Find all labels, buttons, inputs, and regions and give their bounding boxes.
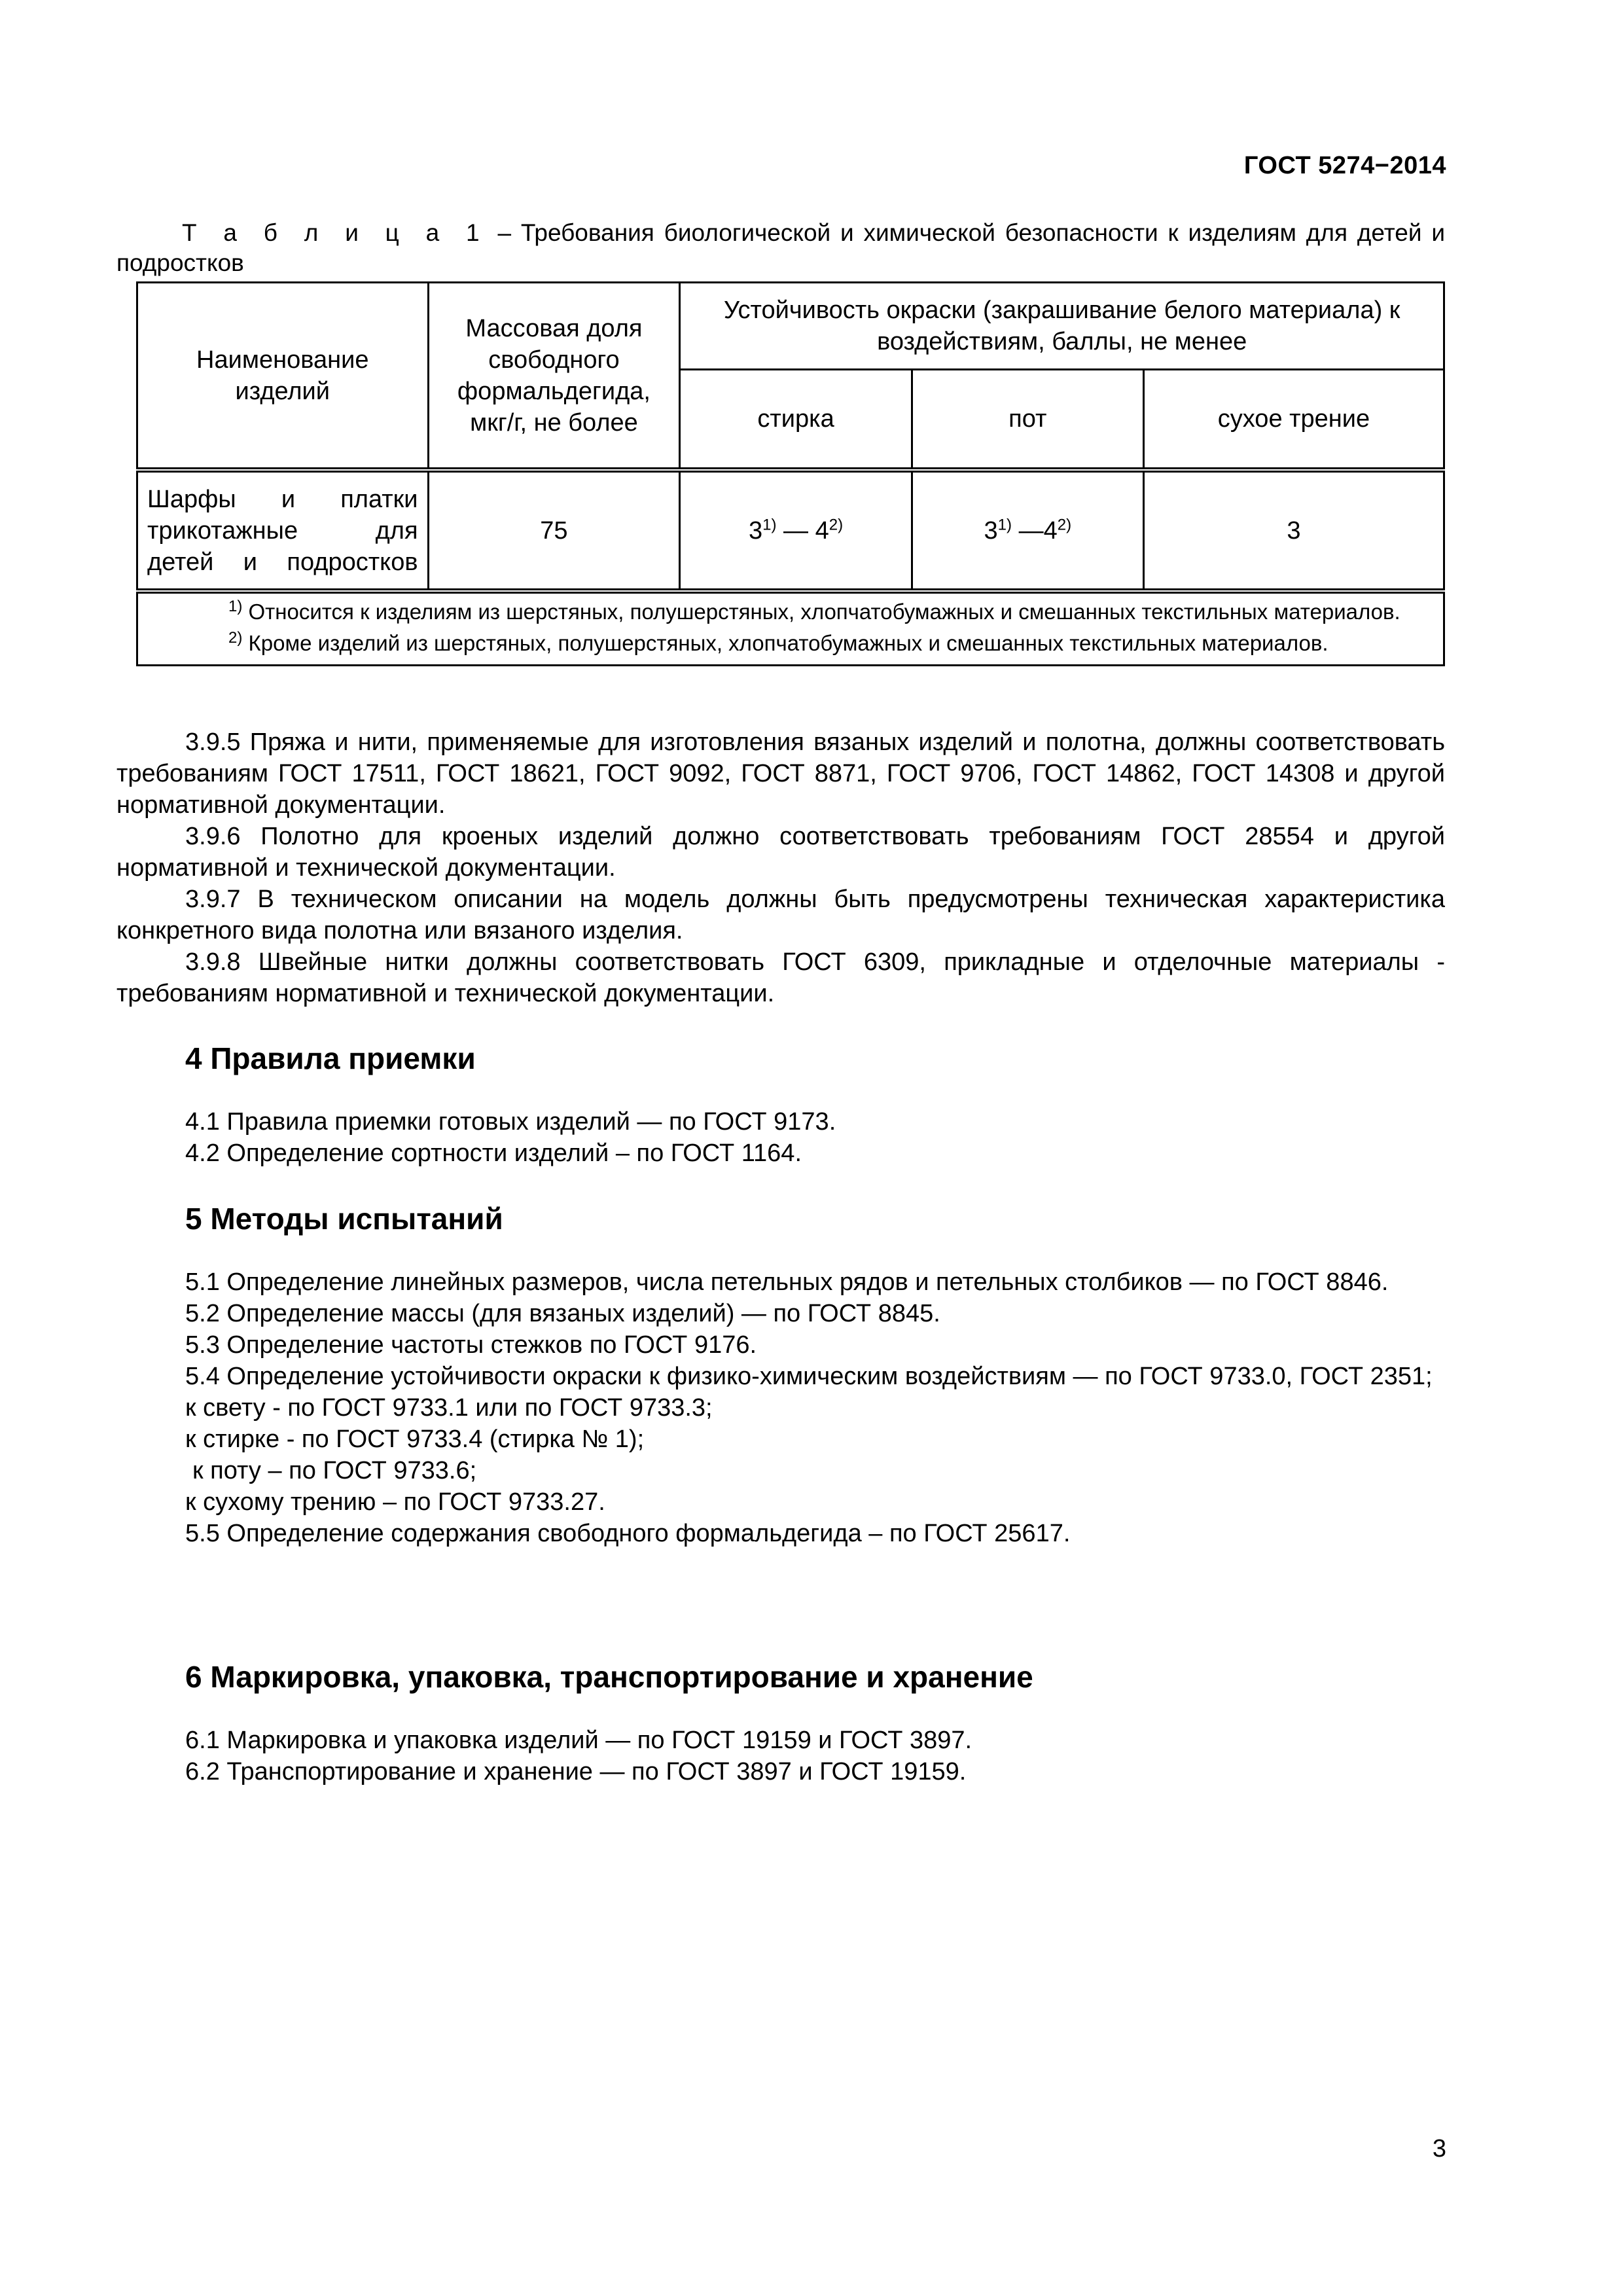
sweat-value-a: 3 xyxy=(984,516,998,545)
standard-code: ГОСТ 5274−2014 xyxy=(1243,152,1446,179)
table-caption-text: – Требования биологической и химической безопасности к изделиям для детей и подростков xyxy=(116,219,1445,276)
paragraph-5-5: 5.5 Определение содержания свободного формальдегида – по ГОСТ 25617. xyxy=(185,1520,1071,1547)
sweat-sup-b: 2) xyxy=(1057,515,1072,533)
col-header-fastness: Устойчивость окраски (закрашивание белого материала) к воздействиям, баллы, не менее xyxy=(680,283,1444,370)
wash-sup-a: 1) xyxy=(762,515,777,533)
table-note-2 xyxy=(150,628,1431,659)
cell-product-name: Шарфы и платки трикотажные для детей и подростков xyxy=(137,470,429,591)
section-4-title: 4 Правила приемки xyxy=(185,1041,476,1075)
section-3-paragraphs xyxy=(116,726,1445,1009)
paragraph-5-1: 5.1 Определение линейных размеров, числа петельных рядов и петельных столбиков — по ГОСТ 8846. xyxy=(185,1268,1389,1296)
table-note-1 xyxy=(150,596,1431,628)
cell-mass: 75 xyxy=(428,470,680,591)
table-notes-row xyxy=(137,591,1444,666)
paragraph-3-9-5: 3.9.5 Пряжа и нити, применяемые для изготовления вязаных изделий и полотна, должны соответствовать требованиям ГОСТ 17511, ГОСТ 18621, ГОСТ 9092, ГОСТ 8871, ГОСТ 9706, ГОСТ 14862, ГОСТ 14308 и другой нормативной документации. xyxy=(116,728,1445,819)
item-wash: к стирке - по ГОСТ 9733.4 (стирка № 1); xyxy=(185,1426,645,1453)
paragraph-4-2: 4.2 Определение сортности изделий – по ГОСТ 1164. xyxy=(185,1139,802,1167)
paragraph-3-9-8: 3.9.8 Швейные нитки должны соответствовать ГОСТ 6309, прикладные и отделочные материалы - требованиям нормативной и технической документации. xyxy=(116,948,1445,1007)
section-4-list xyxy=(116,1106,1445,1169)
wash-sup-b: 2) xyxy=(829,515,844,533)
note-1-text: Относится к изделиям из шерстяных, полушерстяных, хлопчатобумажных и смешанных текстильных материалов. xyxy=(242,600,1400,624)
paragraph-4-1: 4.1 Правила приемки готовых изделий — по ГОСТ 9173. xyxy=(185,1108,836,1136)
col-header-name: Наименование изделий xyxy=(137,283,429,471)
cell-sweat xyxy=(912,470,1143,591)
section-6-title: 6 Маркировка, упаковка, транспортирование и хранение xyxy=(185,1660,1033,1694)
paragraph-5-2: 5.2 Определение массы (для вязаных изделий) — по ГОСТ 8845. xyxy=(185,1300,940,1327)
paragraph-6-2: 6.2 Транспортирование и хранение — по ГОСТ 3897 и ГОСТ 19159. xyxy=(185,1758,967,1785)
sub-header-wash: стирка xyxy=(680,370,912,471)
sweat-sup-a: 1) xyxy=(997,515,1012,533)
cell-wash xyxy=(680,470,912,591)
section-5-list xyxy=(116,1266,1445,1549)
table-notes xyxy=(137,591,1444,666)
item-dry-rub: к сухому трению – по ГОСТ 9733.27. xyxy=(185,1488,605,1516)
wash-value-b: 4 xyxy=(815,516,829,545)
table-caption-label: Т а б л и ц а 1 xyxy=(182,219,488,246)
requirements-table xyxy=(136,281,1445,666)
note-1-mark: 1) xyxy=(228,598,243,615)
note-2-mark: 2) xyxy=(228,629,243,647)
note-2-text: Кроме изделий из шерстяных, полушерстяных, хлопчатобумажных и смешанных текстильных материалов. xyxy=(242,631,1329,655)
section-6-list xyxy=(116,1725,1445,1787)
item-light: к свету - по ГОСТ 9733.1 или по ГОСТ 9733.3; xyxy=(185,1394,713,1422)
sweat-separator: — xyxy=(1012,516,1044,545)
wash-separator: — xyxy=(776,516,815,545)
paragraph-3-9-7: 3.9.7 В техническом описании на модель должны быть предусмотрены техническая характеристика конкретного вида полотна или вязаного изделия. xyxy=(116,886,1445,944)
paragraph-3-9-6: 3.9.6 Полотно для кроеных изделий должно соответствовать требованиям ГОСТ 28554 и другой нормативной и технической документации. xyxy=(116,823,1445,882)
sweat-value-b: 4 xyxy=(1043,516,1058,545)
page-number: 3 xyxy=(1432,2135,1446,2162)
wash-value-a: 3 xyxy=(748,516,763,545)
table-caption xyxy=(116,218,1445,278)
paragraph-6-1: 6.1 Маркировка и упаковка изделий — по ГОСТ 19159 и ГОСТ 3897. xyxy=(185,1727,972,1754)
section-5-title: 5 Методы испытаний xyxy=(185,1202,503,1236)
cell-dry: 3 xyxy=(1143,470,1444,591)
paragraph-5-3: 5.3 Определение частоты стежков по ГОСТ 9176. xyxy=(185,1331,757,1359)
table-row xyxy=(137,470,1444,591)
item-sweat: к поту – по ГОСТ 9733.6; xyxy=(192,1457,477,1484)
paragraph-5-4: 5.4 Определение устойчивости окраски к физико-химическим воздействиям — по ГОСТ 9733.0, ГОСТ 2351; xyxy=(185,1363,1433,1390)
sub-header-dry: сухое трение xyxy=(1143,370,1444,471)
col-header-mass: Массовая доля свободного формальдегида, мкг/г, не более xyxy=(428,283,680,471)
sub-header-sweat: пот xyxy=(912,370,1143,471)
